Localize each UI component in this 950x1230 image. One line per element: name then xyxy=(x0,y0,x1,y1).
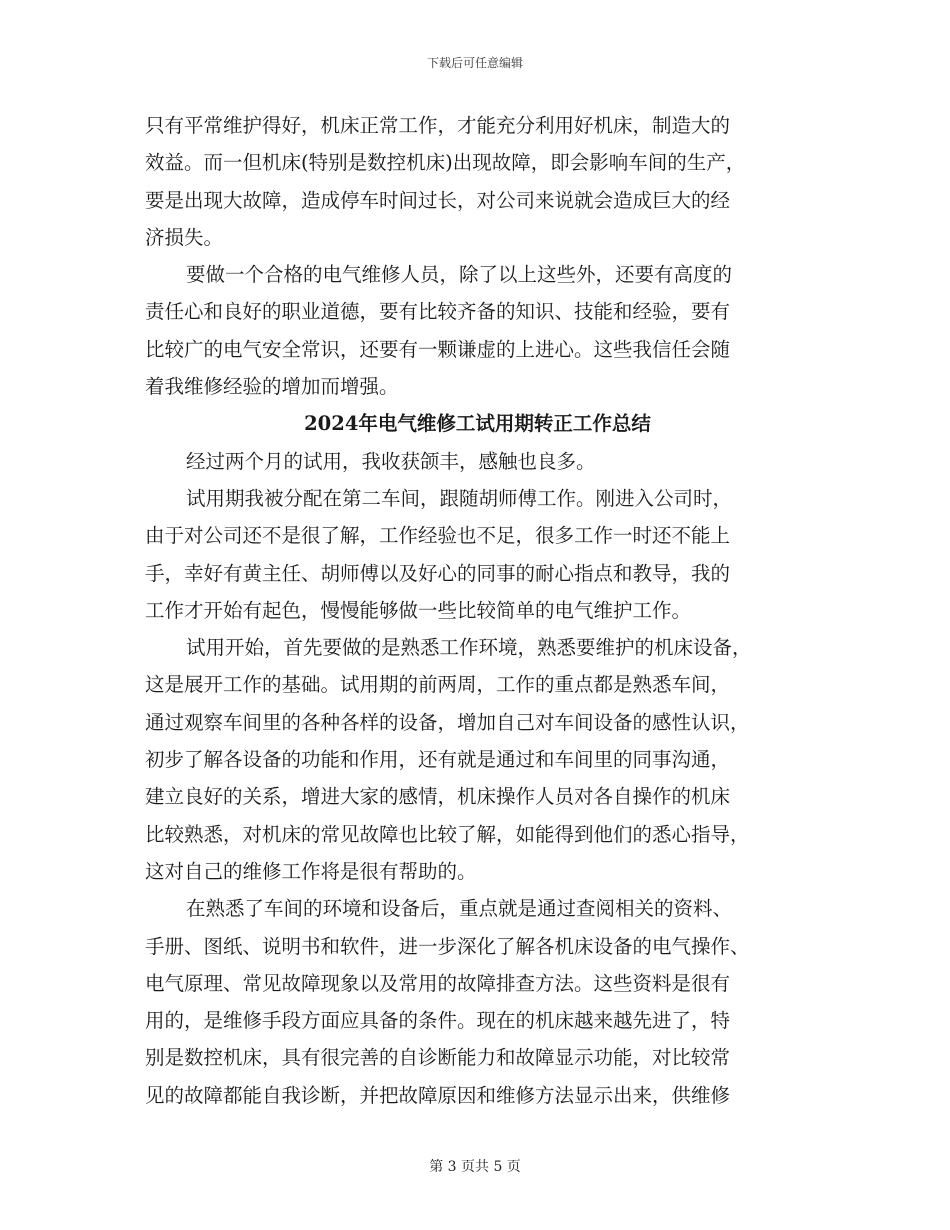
text-line: 初步了解各设备的功能和作用，还有就是通过和车间里的同事沟通， xyxy=(145,748,731,772)
text-line: 用的，是维修手段方面应具备的条件。现在的机床越来越先进了，特 xyxy=(145,1009,731,1033)
text-line: 试用开始，首先要做的是熟悉工作环境，熟悉要维护的机床设备， xyxy=(186,636,752,660)
text-line: 只有平常维护得好，机床正常工作，才能充分利用好机床，制造大的 xyxy=(145,114,731,137)
text-line: 要是出现大故障，造成停车时间过长，对公司来说就会造成巨大的经 xyxy=(145,188,731,212)
text-line: 这对自己的维修工作将是很有帮助的。 xyxy=(145,859,477,883)
paragraph-3 xyxy=(145,443,810,480)
text-line: 要做一个合格的电气维修人员，除了以上这些外，还要有高度的 xyxy=(186,263,733,287)
text-line: 比较广的电气安全常识，还要有一颗谦虚的上进心。这些我信任会随 xyxy=(145,337,731,361)
paragraph-4 xyxy=(145,480,810,629)
text-line: 手册、图纸、说明书和软件，进一步深化了解各机床设备的电气操作、 xyxy=(145,934,750,958)
text-line: 别是数控机床，具有很完善的自诊断能力和故障显示功能，对比较常 xyxy=(145,1046,731,1070)
text-line: 济损失。 xyxy=(145,225,224,249)
text-line: 着我维修经验的增加而增强。 xyxy=(145,375,399,399)
text-line: 工作才开始有起色，慢慢能够做一些比较简单的电气维护工作。 xyxy=(145,598,692,622)
text-line: 经过两个月的试用，我收获颌丰，感触也良多。 xyxy=(186,449,596,473)
paragraph-1 xyxy=(145,107,810,256)
text-line: 建立良好的关系，增进大家的感情，机床操作人员对各自操作的机床 xyxy=(145,785,731,809)
text-line: 责任心和良好的职业道德，要有比较齐备的知识、技能和经验，要有 xyxy=(145,300,731,324)
text-line: 由于对公司还不是很了解，工作经验也不足，很多工作一时还不能上 xyxy=(145,524,731,548)
page-header-note: 下载后可任意编辑 xyxy=(426,56,523,70)
text-line: 效益。而一但机床(特别是数控机床)出现故障，即会影响车间的生产， xyxy=(145,151,746,175)
document-body xyxy=(145,107,810,1114)
text-line: 手，幸好有黄主任、胡师傅以及好心的同事的耐心指点和教导，我的 xyxy=(145,561,731,585)
text-line: 在熟悉了车间的环境和设备后，重点就是通过查阅相关的资料、 xyxy=(186,897,733,921)
text-line: 电气原理、常见故障现象以及常用的故障排查方法。这些资料是很有 xyxy=(145,971,731,995)
text-line: 见的故障都能自我诊断，并把故障原因和维修方法显示出来，供维修 xyxy=(145,1083,731,1107)
text-line: 试用期我被分配在第二车间，跟随胡师傅工作。刚进入公司时， xyxy=(186,486,733,510)
paragraph-2 xyxy=(145,256,810,405)
text-line: 这是展开工作的基础。试用期的前两周，工作的重点都是熟悉车间， xyxy=(145,673,731,697)
section-title: 2024年电气维修工试用期转正工作总结 xyxy=(304,412,651,436)
paragraph-5 xyxy=(145,629,810,890)
text-line: 比较熟悉，对机床的常见故障也比较了解，如能得到他们的悉心指导， xyxy=(145,822,750,846)
text-line: 通过观察车间里的各种各样的设备，增加自己对车间设备的感性认识， xyxy=(145,710,750,734)
page-footer-number: 第 3 页共 5 页 xyxy=(429,1159,521,1175)
paragraph-6 xyxy=(145,890,810,1114)
